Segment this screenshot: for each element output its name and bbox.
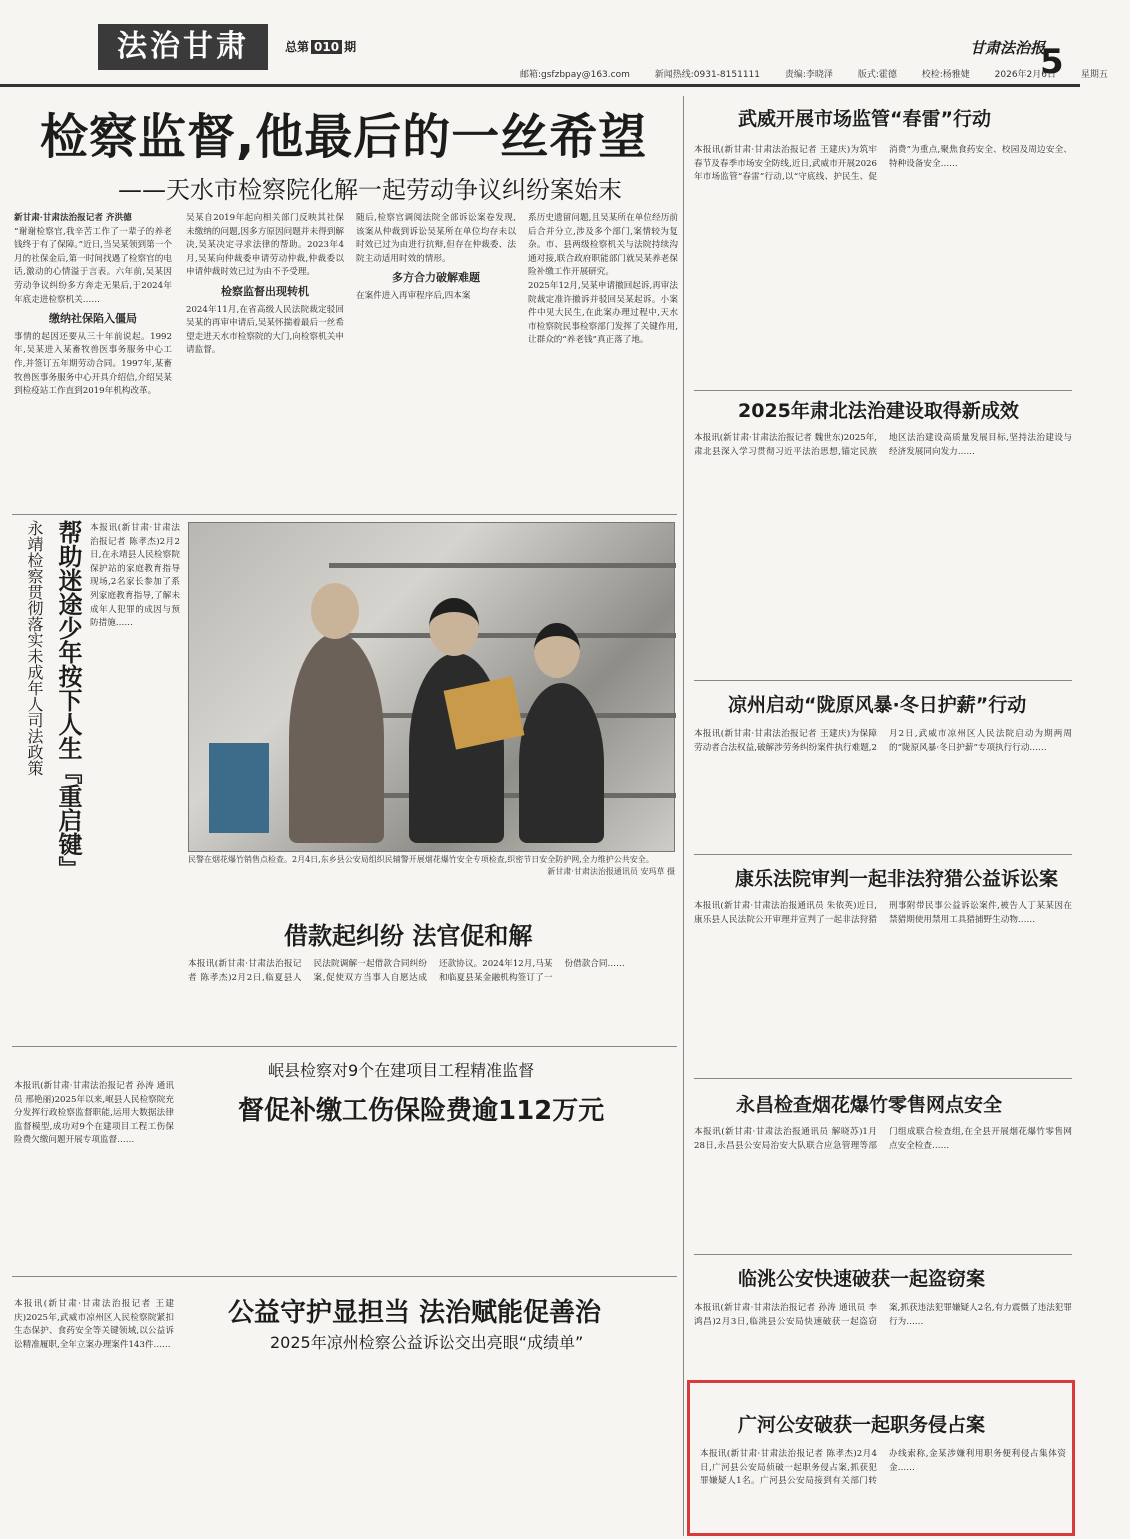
left-story-body: 本报讯(新甘肃·甘肃法治报记者 陈孝杰)2月2日,在永靖县人民检察院保护站的家庭教育指导现场,2名家长参加了系列家庭教育指导,了解未成年人犯罪的成因与预防措施……	[90, 523, 180, 629]
fireworks-box	[444, 676, 525, 749]
hotline-text: 新闻热线:0931-8151111	[654, 70, 761, 80]
liangzhou-body: 本报讯(新甘肃·甘肃法治报记者 王建庆)2025年,武威市凉州区人民检察院紧扣生态保护、食药安全等关键领域,以公益诉讼精准履职,全年立案办理案件143件……	[14, 1299, 174, 1350]
design-text: 版式:霍德	[857, 70, 897, 80]
right-story-3-body: 本报讯(新甘肃·甘肃法治报记者 王建庆)为保障劳动者合法权益,破解涉劳务纠纷案件执行难题,2月2日,武威市凉州区人民法院启动为期两周的“陇原风暴·冬日护薪”专项执行行动……	[694, 729, 1072, 753]
right-story-2-body: 本报讯(新甘肃·甘肃法治报记者 魏世东)2025年,肃北县深入学习贯彻习近平法治思想,锚定民族地区法治建设高质量发展目标,坚持法治建设与经济发展同向发力……	[694, 433, 1072, 457]
police-head	[429, 598, 479, 656]
main-col2b-text: 2024年11月,在省高级人民法院裁定驳回吴某的再审申请后,吴某怀揣着最后一丝希望走进天水市检察院的大门,向检察机关申请监督。	[186, 304, 344, 356]
right-story-4-title: 康乐法院审判一起非法狩猎公益诉讼案	[735, 868, 1059, 890]
main-col4b-text: 2025年12月,吴某申请撤回起诉,再审法院裁定准许撤诉并驳回吴某起诉。小案件中见大民生,在此案办理过程中,天水市检察院民事检察部门发挥了关键作用,让群众的“养老钱”真正落了地。	[528, 280, 678, 346]
fireworks-box	[209, 743, 269, 833]
minxian-body: 本报讯(新甘肃·甘肃法治报记者 孙涛 通讯员 邢艳丽)2025年以来,岷县人民检察院充分发挥行政检察监督职能,运用大数据法律监督模型,成功对9个在建项目工程工伤保险费欠缴问题开展专项监督……	[14, 1081, 174, 1146]
main-col3-text: 随后,检察官调阅法院全部诉讼案卷发现,该案从仲裁到诉讼吴某所在单位均存未以时效已过为由进行抗辩,但存在仲裁委、法院主动适用时效的情形。	[356, 213, 516, 264]
main-subhead: ——天水市检察院化解一起劳动争议纠纷案始末	[118, 176, 622, 204]
police-head	[534, 623, 580, 678]
shopkeeper-figure	[289, 633, 384, 843]
minxian-title: 督促补缴工伤保险费逾112万元	[238, 1096, 605, 1126]
header-rule	[0, 84, 1080, 87]
shelf	[329, 633, 676, 638]
news-photo	[188, 522, 675, 852]
right-story-2-title: 2025年肃北法治建设取得新成效	[738, 400, 1019, 422]
header-meta	[520, 67, 1130, 80]
page-header	[0, 0, 1108, 92]
shopkeeper-head	[311, 583, 359, 639]
main-col-1	[14, 212, 172, 512]
main-col3b-text: 在案件进入再审程序后,四本案	[356, 290, 471, 301]
divider	[694, 1078, 1072, 1079]
main-col1-text: “谢谢检察官,我辛苦工作了一辈子的养老钱终于有了保障。”近日,当吴某领到第一个月的社保金后,第一时间找遇了检察官的电话,激动的心情溢于言表。六年前,吴某因劳动争议纠纷多方奔走无果后,于2024年年底走进检察机关……	[14, 226, 172, 305]
liangzhou-subtitle: 2025年凉州检察公益诉讼交出亮眼“成绩单”	[270, 1333, 584, 1352]
divider	[694, 390, 1072, 391]
loan-body: 本报讯(新甘肃·甘肃法治报记者 陈孝杰)2月2日,临夏县人民法院调解一起借款合同纠纷案,促使双方当事人自愿达成还款协议。2024年12月,马某和临夏县某金融机构签订了一份借款合同……	[188, 959, 625, 983]
left-story-title: 帮助迷途少年按下人生『重启键』	[54, 520, 82, 880]
loan-title: 借款起纠纷 法官促和解	[284, 922, 533, 950]
photo-caption: 民警在烟花爆竹销售点检查。2月4日,东乡县公安局组织民辅警开展烟花爆竹安全专项检查,织密节日安全防护网,全力维护公共安全。 新甘肃·甘肃法治报通讯员 安玛草 摄	[188, 855, 675, 876]
email-text: 邮箱:gsfzbpay@163.com	[520, 70, 630, 80]
main-col-4	[528, 212, 678, 512]
divider	[694, 680, 1072, 681]
main-col-2	[186, 212, 344, 512]
divider	[694, 1254, 1072, 1255]
right-story-4-body: 本报讯(新甘肃·甘肃法治报通讯员 朱依英)近日,康乐县人民法院公开审理并宣判了一起非法狩猎刑事附带民事公益诉讼案件,被告人丁某某因在禁猎期使用禁用工具猎捕野生动物……	[694, 901, 1072, 925]
main-col-3	[356, 212, 516, 512]
proof-text: 校检:杨雅婕	[921, 70, 970, 80]
page-number: 5	[1040, 42, 1064, 82]
date-text: 2026年2月6日	[994, 70, 1057, 80]
right-story-1-body: 本报讯(新甘肃·甘肃法治报记者 王建庆)为筑牢春节及春季市场安全防线,近日,武威市开展2026年市场监管“春雷”行动,以“守底线、护民生、促消费”为重点,聚焦食药安全、校园及周边安全、特种设备安全……	[694, 145, 1072, 183]
main-byline: 新甘肃·甘肃法治报记者 齐洪德	[14, 213, 132, 223]
main-col4-text: 系历史遗留问题,且吴某所在单位经历前后合并分立,涉及多个部门,案情较为复杂。市、县两级检察机关与法院持续沟通对接,联合政府职能部门就吴某养老保险补缴工作开展研究。	[528, 213, 678, 278]
main-col1-section: 缴纳社保陷入僵局	[49, 312, 137, 326]
main-col3-section: 多方合力破解难题	[392, 271, 480, 285]
police-figure	[519, 683, 604, 843]
right-story-1-title: 武威开展市场监管“春雷”行动	[738, 108, 991, 130]
divider	[12, 514, 677, 515]
column-divider	[683, 96, 684, 1536]
right-story-5-body: 本报讯(新甘肃·甘肃法治报通讯员 解晓苏)1月28日,永昌县公安局治安大队联合应急管理等部门组成联合检查组,在全县开展烟花爆竹零售网点安全检查……	[694, 1127, 1072, 1151]
right-story-6-title: 临洮公安快速破获一起盗窃案	[738, 1268, 986, 1290]
issue-number: 总第 010 期	[285, 40, 357, 54]
section-masthead: 法治甘肃	[98, 24, 268, 70]
minxian-body-continued	[188, 1132, 678, 1268]
right-story-5-title: 永昌检查烟花爆竹零售网点安全	[736, 1094, 1003, 1116]
right-story-7-title: 广河公安破获一起职务侵占案	[738, 1414, 986, 1436]
left-story-subtitle: 永靖检察贯彻落实未成年人司法政策	[25, 520, 44, 776]
weekday-text: 星期五	[1080, 70, 1108, 80]
editor-text: 责编:李晓泽	[784, 70, 833, 80]
main-col2-section: 检察监督出现转机	[221, 284, 309, 298]
right-story-7-body: 本报讯(新甘肃·甘肃法治报记者 陈孝杰)2月4日,广河县公安局侦破一起职务侵占案,抓获犯罪嫌疑人1名。广河县公安局接到有关部门转办线索称,金某涉嫌利用职务便利侵占集体资金……	[700, 1449, 1066, 1487]
left-story-body-continued	[14, 868, 180, 1038]
main-col1b-text: 事情的起因还要从三十年前说起。1992年,吴某进入某畜牧兽医事务服务中心工作,并签订五年期劳动合同。1997年,某畜牧兽医事务服务中心开具介绍信,介绍吴某到检疫站工作直到2019年机构改革。	[14, 331, 172, 397]
main-col2-text: 吴某自2019年起向相关部门反映其社保未缴纳的问题,因多方原因问题并未得到解决,吴某决定寻求法律的帮助。2023年4月,吴某向仲裁委申请劳动仲裁,仲裁委以申请仲裁时效已过为由不予受理。	[186, 213, 344, 278]
divider	[12, 1046, 677, 1047]
main-headline: 检察监督,他最后的一丝希望	[40, 109, 648, 165]
divider	[12, 1276, 677, 1277]
right-story-6-body: 本报讯(新甘肃·甘肃法治报记者 孙涛 通讯员 李鸿昌)2月3日,临洮县公安局快速破获一起盗窃案,抓获违法犯罪嫌疑人2名,有力震慑了违法犯罪行为……	[694, 1303, 1072, 1327]
liangzhou-body-continued	[188, 1362, 678, 1534]
shelf	[329, 563, 676, 568]
divider	[694, 854, 1072, 855]
liangzhou-title: 公益守护显担当 法治赋能促善治	[228, 1298, 602, 1328]
minxian-kicker: 岷县检察对9个在建项目工程精准监督	[268, 1061, 535, 1080]
paper-logo: 甘肃法治报	[970, 39, 1046, 57]
photo-credit: 新甘肃·甘肃法治报通讯员 安玛草 摄	[547, 867, 675, 876]
right-story-3-title: 凉州启动“陇原风暴·冬日护薪”行动	[728, 694, 1027, 716]
